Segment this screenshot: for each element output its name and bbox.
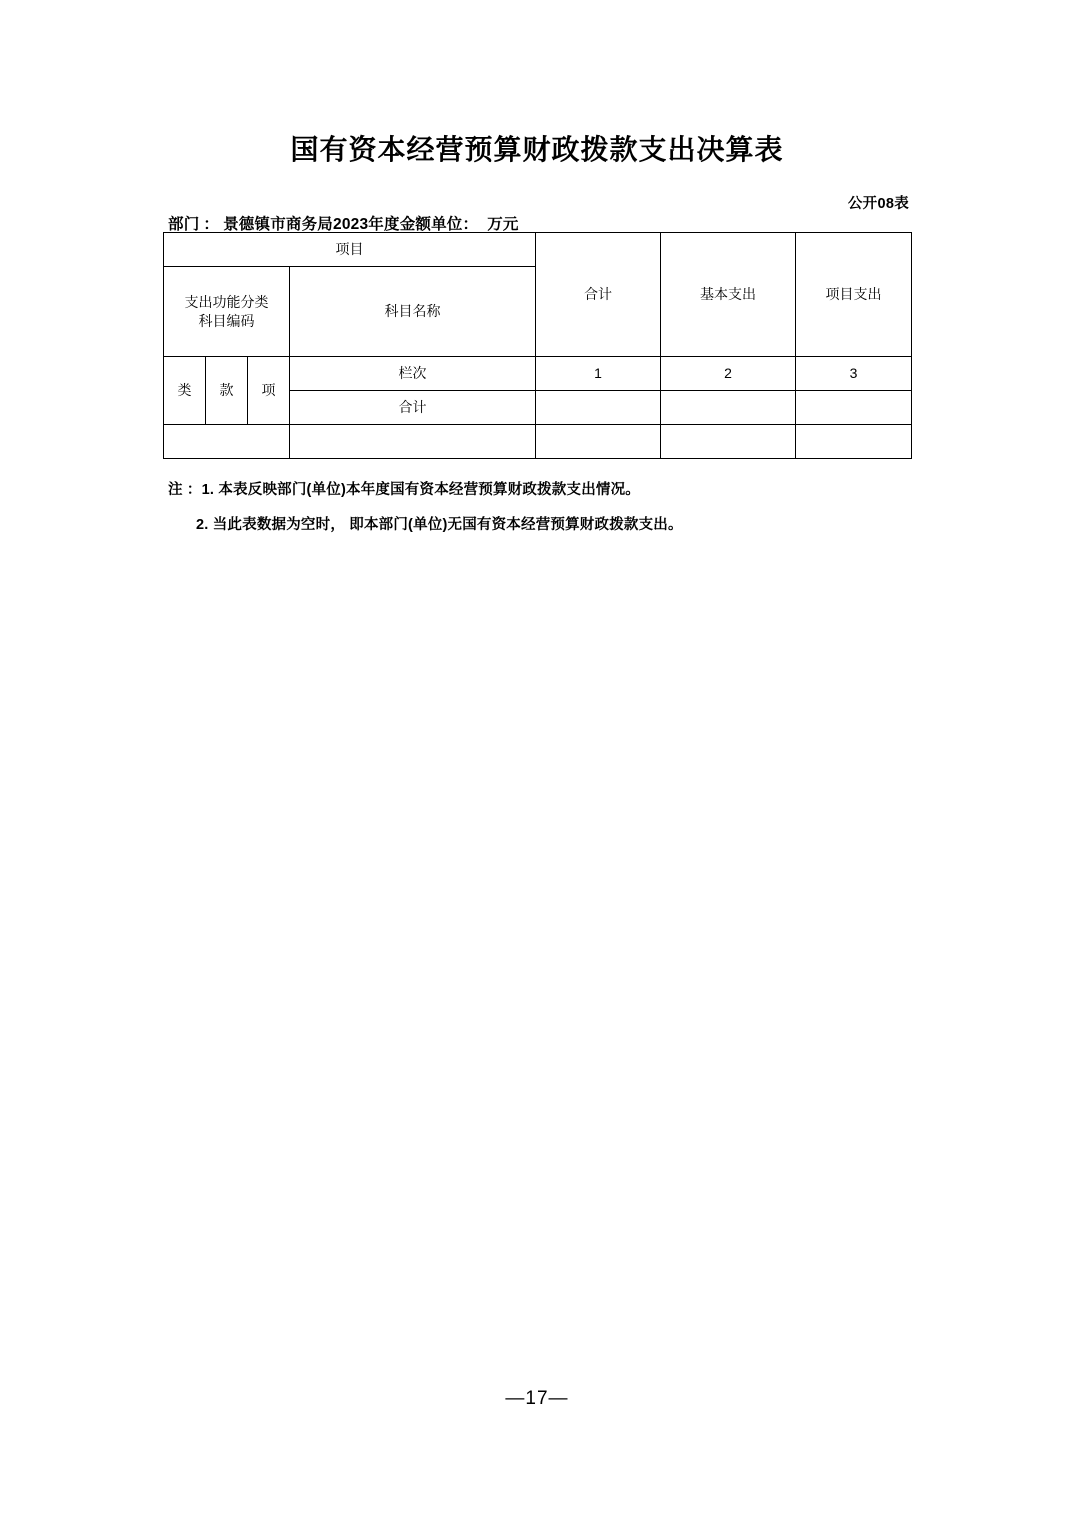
department-line: [168, 212, 519, 234]
table-note-2: 2. 当此表数据为空时， 即本部门(单位)无国有资本经营预算财政拨款支出。: [196, 517, 683, 533]
row-total-value-basic: [661, 391, 796, 425]
row-total-value-total: [536, 391, 661, 425]
header-col-kuan: 款: [206, 357, 248, 425]
department-label: 部门: [168, 216, 200, 233]
header-basic-expenditure: 基本支出: [661, 233, 796, 357]
row-total-value-project: [796, 391, 912, 425]
header-subject-name: 科目名称: [290, 267, 536, 357]
header-project-group: 项目: [164, 233, 536, 267]
header-lanci-label: 栏次: [290, 357, 536, 391]
header-col-xiang: 项: [248, 357, 290, 425]
header-total: 合计: [536, 233, 661, 357]
table-row: [164, 425, 912, 459]
department-separator: ：: [203, 216, 220, 233]
page-number: —17—: [505, 1388, 569, 1409]
header-lanci-2: 2: [661, 357, 796, 391]
form-code-label: 公开08表: [847, 196, 909, 212]
header-project-expenditure: 项目支出: [796, 233, 912, 357]
table-header-row-lanci: [164, 357, 912, 391]
row-empty-total: [536, 425, 661, 459]
header-col-lei: 类: [164, 357, 206, 425]
amount-unit-value: 万元: [487, 216, 519, 233]
table-note-1: 注 ：1. 本表反映部门(单位)本年度国有资本经营预算财政拨款支出情况。: [168, 482, 641, 498]
expenditure-table: [163, 232, 912, 459]
row-empty-codes: [164, 425, 290, 459]
row-empty-basic: [661, 425, 796, 459]
department-value: 景德镇市商务局2023年度金额单位：: [223, 216, 479, 233]
header-lanci-1: 1: [536, 357, 661, 391]
table-header-row-project: [164, 233, 912, 267]
row-empty-name: [290, 425, 536, 459]
header-function-code-line2: 科目编码: [198, 312, 255, 329]
header-function-code-line1: 支出功能分类: [184, 293, 269, 310]
header-lanci-3: 3: [796, 357, 912, 391]
header-function-code: [164, 267, 290, 357]
row-total-label: 合计: [290, 391, 536, 425]
page-title: 国有资本经营预算财政拨款支出决算表: [290, 134, 784, 165]
row-empty-project: [796, 425, 912, 459]
